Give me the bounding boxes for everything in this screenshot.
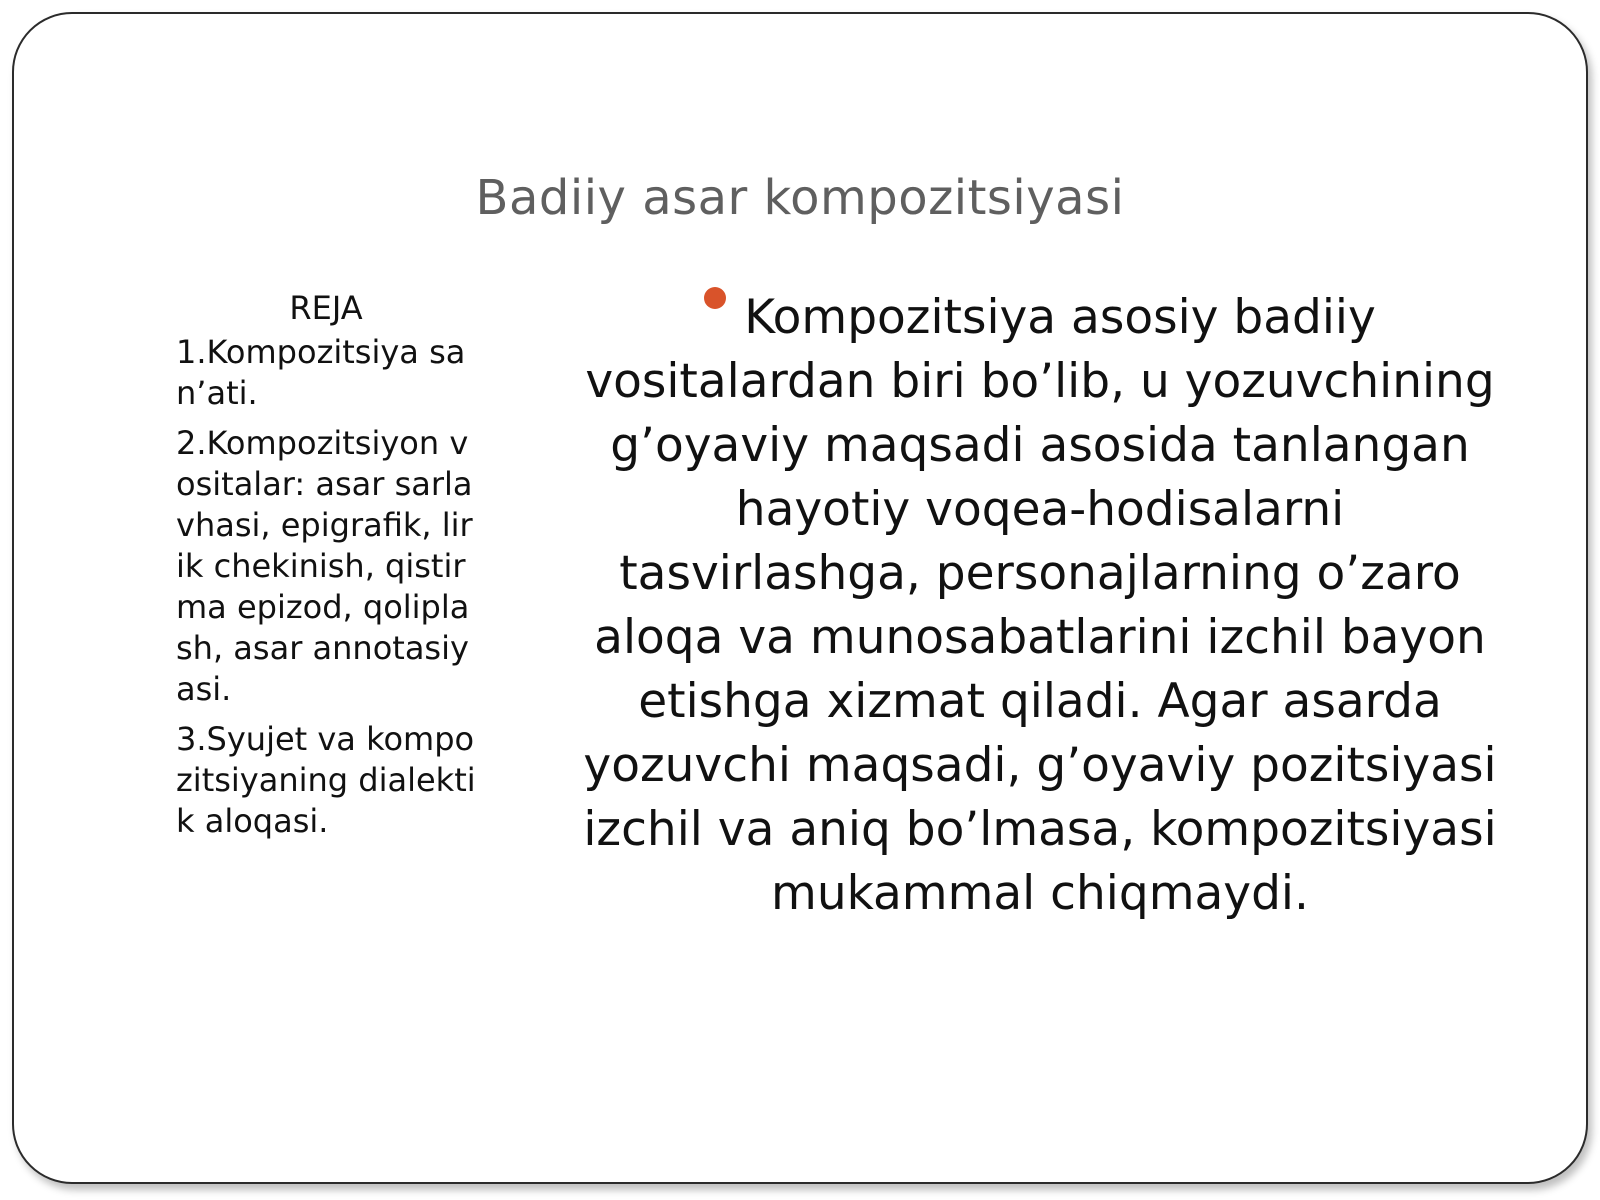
slide-title: Badiiy asar kompozitsiyasi: [475, 170, 1125, 226]
bullet-icon: [704, 287, 726, 309]
plan-item: 3.Syujet va kompozitsiyaning dialektik aloqasi.: [176, 720, 476, 840]
plan-heading: REJA: [289, 289, 363, 327]
plan-item: 2.Kompozitsiyon vositalar: asar sarlavhasi, epigrafik, lirik chekinish, qistirma epizod, qoliplash, asar annotasiyasi.: [176, 424, 473, 708]
plan-column: [176, 288, 476, 851]
main-paragraph: [580, 286, 1500, 926]
main-text: Kompozitsiya asosiy badiiy vositalardan biri bo’lib, u yozuvchining g’oyaviy maqsadi asosida tanlangan hayotiy voqea-hodisalarni tasvirlashga, personajlarning o’zaro aloqa va munosabatlarini izchil bayon etishga xizmat qiladi. Agar asarda yozuvchi maqsadi, g’oyaviy pozitsiyasi izchil va aniq bo’lmasa, kompozitsiyasi mukammal chiqmaydi.: [583, 290, 1497, 921]
plan-item: 1.Kompozitsiya san’ati.: [176, 333, 466, 412]
